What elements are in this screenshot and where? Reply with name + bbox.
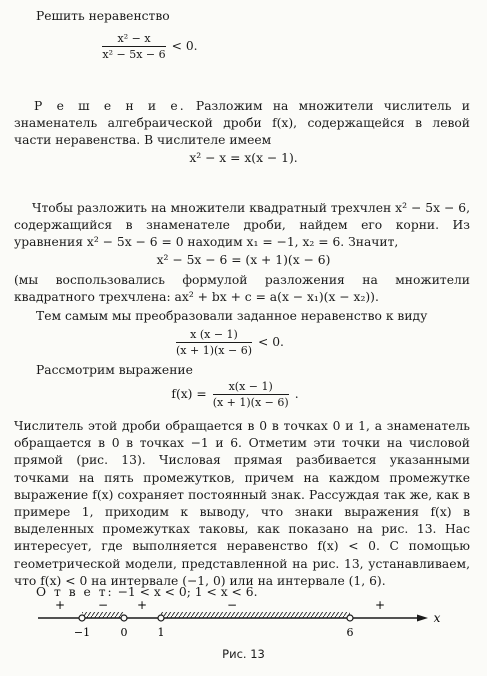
number-line-figure: [0, 598, 487, 650]
point-marker: [158, 615, 164, 621]
fraction-3-denominator: (x + 1)(x − 6): [212, 396, 289, 409]
point-marker: [347, 615, 353, 621]
point-marker: [79, 615, 85, 621]
relation: < 0.: [258, 335, 284, 349]
paragraph-solution: [14, 98, 470, 150]
fraction-1-denominator: x² − 5x − 6: [102, 48, 166, 61]
point-label: 1: [157, 626, 165, 639]
function-lhs: f(x) =: [171, 387, 207, 401]
fraction-2-denominator: (x + 1)(x − 6): [176, 344, 253, 357]
point-label: −1: [73, 626, 91, 639]
point-label: 6: [346, 626, 354, 639]
inequality-2: [150, 326, 310, 357]
equation-1: x² − x = x(x − 1).: [189, 151, 298, 165]
paragraph-4: Тем самым мы преобразовали заданное неравенство к виду: [36, 309, 428, 323]
fraction-1: [102, 32, 165, 61]
paragraph-3: (мы воспользовались формулой разложения на множители квадратного трехчлена: ax² + bx + c = a(x − x₁)(x − x₂)).: [14, 273, 470, 305]
fraction-2-numerator: x (x − 1): [190, 328, 238, 341]
heading: Решить неравенство: [36, 9, 170, 23]
relation: < 0.: [171, 39, 198, 53]
paragraph-6: Числитель этой дроби обращается в 0 в точках 0 и 1, а знаменатель обращается в 0 в точках −1 и 6. Отметим эти точки на числовой прямой (рис. 13). Числовая прямая разбивается указанными точками на пять промежутков, причем на каждом промежутке выражение f(x) сохраняет постоянный знак. Рассуждая так же, как в примере 1, приходим к выводу, что знаки выражения f(x) в выделенных промежутках таковы, как показано на рис. 13. Нас интересует, где выполняется неравенство f(x) < 0. С помощью геометрической модели, представленной на рис. 13, устанавливаем, что f(x) < 0 на интервале (−1, 0) или на интервале (1, 6).: [14, 419, 470, 588]
fraction-2: [176, 328, 252, 357]
point-marker: [121, 615, 127, 621]
sign-label: −: [97, 598, 109, 612]
sign-label: +: [374, 598, 386, 612]
fraction-bar: [176, 342, 252, 343]
function-definition: [150, 380, 320, 409]
answer-text: −1 < x < 0; 1 < x < 6.: [117, 585, 258, 599]
sign-label: +: [54, 598, 66, 612]
equation-2: x² − 5x − 6 = (x + 1)(x − 6): [156, 253, 331, 267]
axis-label: x: [433, 611, 441, 625]
function-end: .: [294, 387, 299, 401]
point-label: 0: [120, 626, 128, 639]
answer-label: О т в е т:: [36, 585, 114, 599]
inequality-1: [80, 30, 220, 61]
figure-caption: Рис. 13: [222, 647, 265, 661]
sign-label: +: [136, 598, 148, 612]
fraction-3: [213, 380, 289, 409]
fraction-1-numerator: x² − x: [117, 32, 151, 45]
shaded-interval-neg1-0: [82, 612, 124, 618]
fraction-bar: [213, 394, 289, 395]
axis-arrow-icon: [417, 615, 428, 622]
paragraph-5: Рассмотрим выражение: [36, 363, 193, 377]
shaded-interval-1-6: [161, 612, 350, 618]
fraction-3-numerator: x(x − 1): [228, 380, 273, 393]
paragraph-1: Разложим на множители числитель и знаменатель алгебраической дроби f(x), содержащейся в левой части неравенства. В числителе имеем: [14, 99, 470, 148]
fraction-bar: [102, 46, 165, 47]
solution-label: Р е ш е н и е.: [34, 99, 186, 113]
paragraph-2: Чтобы разложить на множители квадратный трехчлен x² − 5x − 6, содержащийся в знаменателе дроби, найдем его корни. Из уравнения x² − 5x − 6 = 0 находим x₁ = −1, x₂ = 6. Значит,: [14, 201, 470, 250]
sign-label: −: [226, 598, 238, 612]
